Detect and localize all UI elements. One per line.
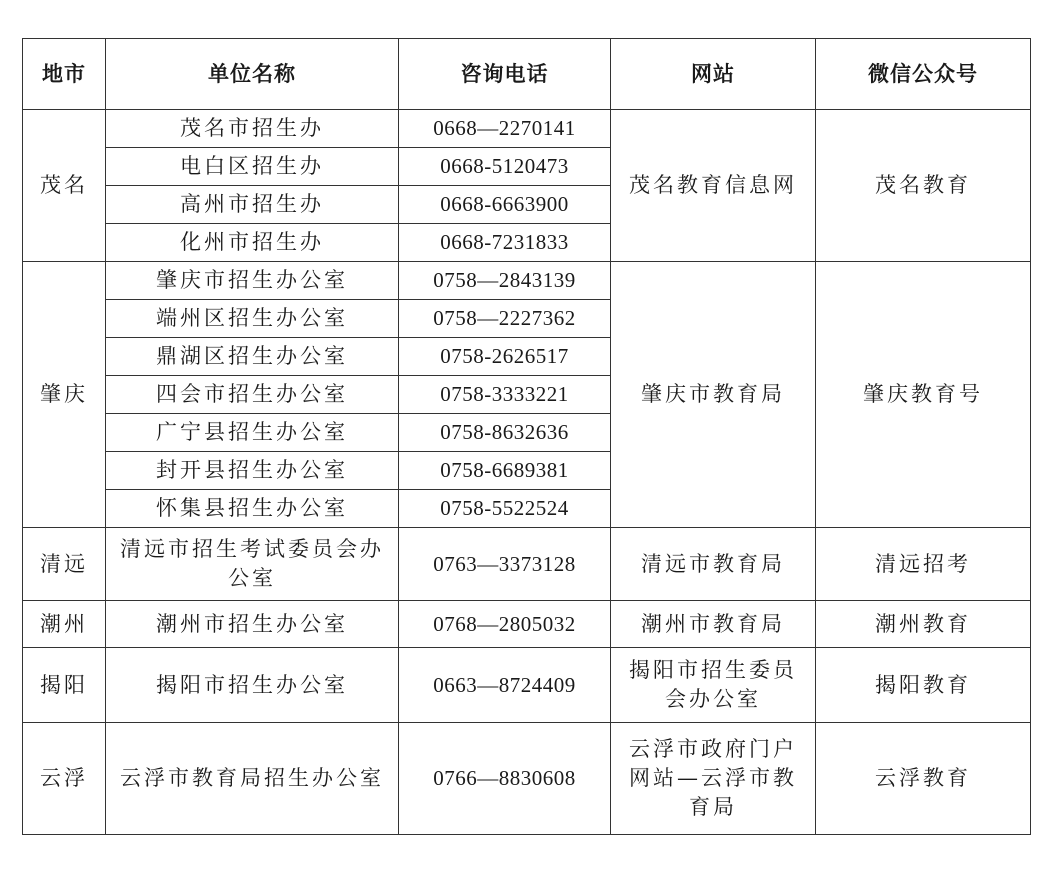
unit-cell: 鼎湖区招生办公室 (106, 338, 399, 376)
website-cell: 潮州市教育局 (611, 601, 816, 648)
header-wechat: 微信公众号 (816, 39, 1031, 110)
unit-cell: 揭阳市招生办公室 (106, 648, 399, 723)
phone-cell: 0668-6663900 (399, 186, 611, 224)
unit-cell: 云浮市教育局招生办公室 (106, 723, 399, 835)
table-row (23, 648, 1031, 723)
phone-cell: 0766—8830608 (399, 723, 611, 835)
table-row (23, 723, 1031, 835)
phone-cell: 0758-5522524 (399, 490, 611, 528)
phone-cell: 0668-5120473 (399, 148, 611, 186)
phone-cell: 0763—3373128 (399, 528, 611, 601)
unit-cell: 四会市招生办公室 (106, 376, 399, 414)
phone-cell: 0668-7231833 (399, 224, 611, 262)
phone-cell: 0768—2805032 (399, 601, 611, 648)
wechat-cell: 云浮教育 (816, 723, 1031, 835)
unit-cell: 清远市招生考试委员会办公室 (106, 528, 399, 601)
header-phone: 咨询电话 (399, 39, 611, 110)
table-row (23, 262, 1031, 300)
phone-cell: 0758—2227362 (399, 300, 611, 338)
unit-cell: 茂名市招生办 (106, 110, 399, 148)
phone-cell: 0758—2843139 (399, 262, 611, 300)
table-row (23, 110, 1031, 148)
city-cell: 潮州 (23, 601, 106, 648)
unit-cell: 封开县招生办公室 (106, 452, 399, 490)
unit-cell: 广宁县招生办公室 (106, 414, 399, 452)
phone-cell: 0758-6689381 (399, 452, 611, 490)
city-cell: 茂名 (23, 110, 106, 262)
phone-cell: 0663—8724409 (399, 648, 611, 723)
unit-cell: 高州市招生办 (106, 186, 399, 224)
unit-cell: 潮州市招生办公室 (106, 601, 399, 648)
city-cell: 肇庆 (23, 262, 106, 528)
website-cell: 清远市教育局 (611, 528, 816, 601)
wechat-cell: 潮州教育 (816, 601, 1031, 648)
city-cell: 云浮 (23, 723, 106, 835)
header-unit: 单位名称 (106, 39, 399, 110)
unit-cell: 肇庆市招生办公室 (106, 262, 399, 300)
unit-cell: 端州区招生办公室 (106, 300, 399, 338)
phone-cell: 0758-8632636 (399, 414, 611, 452)
unit-cell: 怀集县招生办公室 (106, 490, 399, 528)
wechat-cell: 揭阳教育 (816, 648, 1031, 723)
phone-cell: 0668—2270141 (399, 110, 611, 148)
admissions-contact-table (22, 38, 1031, 835)
city-cell: 揭阳 (23, 648, 106, 723)
city-cell: 清远 (23, 528, 106, 601)
wechat-cell: 茂名教育 (816, 110, 1031, 262)
wechat-cell: 肇庆教育号 (816, 262, 1031, 528)
website-cell: 茂名教育信息网 (611, 110, 816, 262)
unit-cell: 化州市招生办 (106, 224, 399, 262)
website-cell: 云浮市政府门户网站—云浮市教育局 (611, 723, 816, 835)
table-row (23, 601, 1031, 648)
wechat-cell: 清远招考 (816, 528, 1031, 601)
phone-cell: 0758-2626517 (399, 338, 611, 376)
table-row (23, 528, 1031, 601)
website-cell: 揭阳市招生委员会办公室 (611, 648, 816, 723)
phone-cell: 0758-3333221 (399, 376, 611, 414)
header-row (23, 39, 1031, 110)
header-website: 网站 (611, 39, 816, 110)
website-cell: 肇庆市教育局 (611, 262, 816, 528)
unit-cell: 电白区招生办 (106, 148, 399, 186)
header-city: 地市 (23, 39, 106, 110)
